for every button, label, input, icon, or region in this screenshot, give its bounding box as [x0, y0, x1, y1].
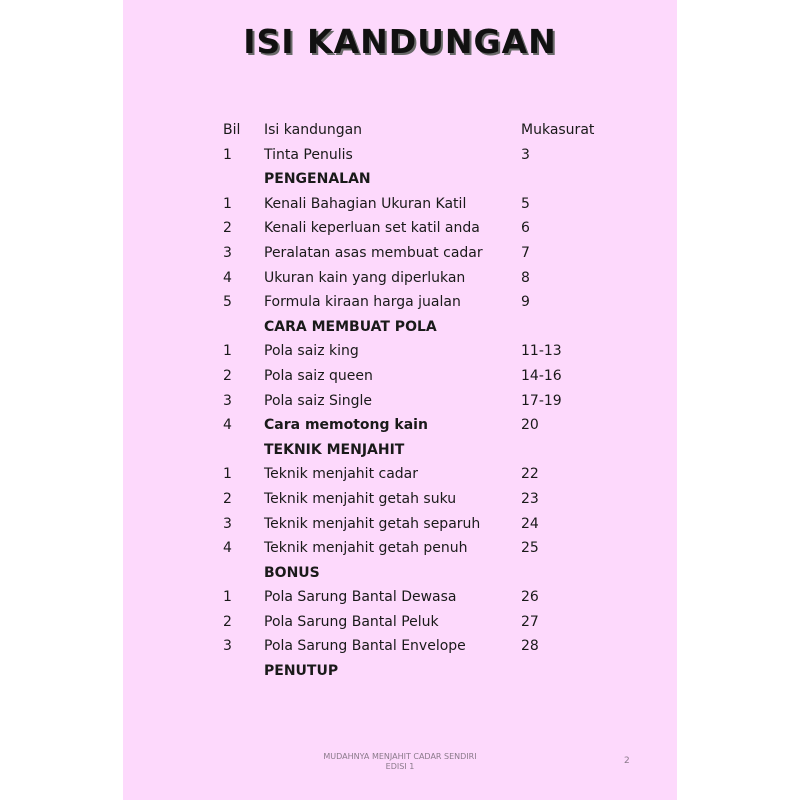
header-page: Mukasurat — [521, 122, 595, 138]
toc-page: 11-13 — [521, 343, 562, 360]
footer-book-title: MUDAHNYA MENJAHIT CADAR SENDIRI — [323, 752, 477, 761]
page-title: ISI KANDUNGAN — [243, 22, 557, 61]
toc-topic: Cara memotong kain — [264, 417, 428, 434]
toc-page: 8 — [521, 269, 530, 286]
toc-topic: Tinta Penulis — [264, 146, 353, 163]
toc-bil: 2 — [223, 367, 232, 384]
toc-section-row — [123, 659, 677, 684]
toc-section-title: PENUTUP — [264, 663, 339, 680]
toc-bil: 3 — [223, 244, 232, 261]
toc-topic: Peralatan asas membuat cadar — [264, 244, 483, 261]
table-of-contents — [123, 118, 677, 684]
toc-section-row — [123, 315, 677, 340]
document-page — [123, 0, 677, 800]
toc-topic: Pola Sarung Bantal Peluk — [264, 613, 439, 630]
toc-topic: Kenali Bahagian Ukuran Katil — [264, 195, 467, 212]
toc-page: 17-19 — [521, 392, 562, 409]
toc-topic: Teknik menjahit getah suku — [264, 490, 457, 507]
toc-section-row — [123, 561, 677, 586]
toc-section-title: PENGENALAN — [264, 171, 371, 188]
footer-edition: EDISI 1 — [385, 762, 415, 771]
toc-section-row — [123, 438, 677, 463]
toc-page: 24 — [521, 515, 539, 532]
toc-section-title: BONUS — [264, 564, 320, 581]
toc-page: 26 — [521, 589, 539, 606]
toc-topic: Ukuran kain yang diperlukan — [264, 269, 466, 286]
toc-page: 7 — [521, 244, 530, 261]
toc-row — [123, 290, 677, 315]
toc-page: 6 — [521, 220, 530, 237]
toc-header-row — [123, 118, 677, 143]
toc-row — [123, 634, 677, 659]
toc-bil: 4 — [223, 269, 232, 286]
toc-topic: Kenali keperluan set katil anda — [264, 220, 480, 237]
toc-page: 14-16 — [521, 367, 562, 384]
toc-row — [123, 364, 677, 389]
toc-row — [123, 216, 677, 241]
toc-page: 22 — [521, 466, 539, 483]
toc-topic: Pola saiz queen — [264, 367, 373, 384]
toc-page: 23 — [521, 490, 539, 507]
footer — [123, 752, 677, 772]
toc-topic: Teknik menjahit getah penuh — [264, 540, 468, 557]
toc-bil: 1 — [223, 146, 232, 163]
toc-bil: 4 — [223, 417, 232, 434]
toc-bil: 4 — [223, 540, 232, 557]
page-number: 2 — [624, 756, 630, 766]
toc-row — [123, 192, 677, 217]
header-bil: Bil — [223, 122, 241, 138]
toc-row — [123, 610, 677, 635]
toc-bil: 2 — [223, 490, 232, 507]
toc-topic: Formula kiraan harga jualan — [264, 294, 461, 311]
toc-topic: Pola Sarung Bantal Dewasa — [264, 589, 457, 606]
toc-bil: 2 — [223, 613, 232, 630]
toc-row — [123, 512, 677, 537]
toc-row — [123, 339, 677, 364]
toc-page: 28 — [521, 638, 539, 655]
header-topic: Isi kandungan — [264, 122, 363, 138]
toc-page: 20 — [521, 417, 539, 434]
toc-topic: Pola saiz Single — [264, 392, 373, 409]
toc-section-title: TEKNIK MENJAHIT — [264, 441, 405, 458]
toc-page: 25 — [521, 540, 539, 557]
toc-topic: Pola Sarung Bantal Envelope — [264, 638, 466, 655]
toc-row — [123, 241, 677, 266]
toc-topic: Teknik menjahit cadar — [264, 466, 419, 483]
toc-bil: 5 — [223, 294, 232, 311]
toc-topic: Pola saiz king — [264, 343, 359, 360]
toc-bil: 3 — [223, 515, 232, 532]
toc-rows — [123, 143, 677, 684]
toc-section-title: CARA MEMBUAT POLA — [264, 318, 437, 335]
toc-row — [123, 585, 677, 610]
toc-row — [123, 536, 677, 561]
toc-bil: 1 — [223, 195, 232, 212]
toc-bil: 3 — [223, 638, 232, 655]
toc-row — [123, 462, 677, 487]
toc-topic: Teknik menjahit getah separuh — [264, 515, 481, 532]
toc-section-row — [123, 167, 677, 192]
toc-row — [123, 487, 677, 512]
toc-bil: 1 — [223, 343, 232, 360]
toc-page: 9 — [521, 294, 530, 311]
toc-page: 3 — [521, 146, 530, 163]
toc-page: 5 — [521, 195, 530, 212]
toc-bil: 1 — [223, 466, 232, 483]
toc-row — [123, 389, 677, 414]
toc-row — [123, 413, 677, 438]
toc-page: 27 — [521, 613, 539, 630]
toc-bil: 3 — [223, 392, 232, 409]
toc-bil: 2 — [223, 220, 232, 237]
toc-row — [123, 143, 677, 168]
toc-row — [123, 266, 677, 291]
toc-bil: 1 — [223, 589, 232, 606]
